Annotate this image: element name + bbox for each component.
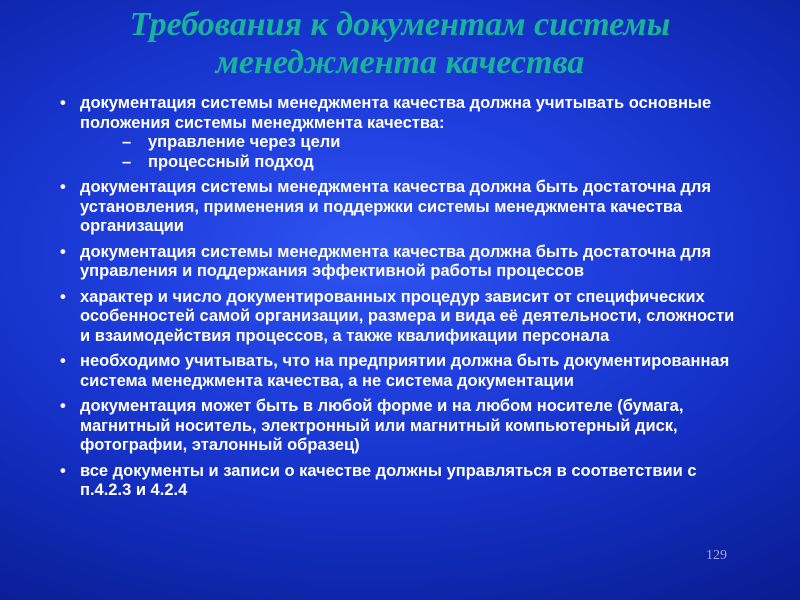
bullet-text: документация может быть в любой форме и на любом носителе (бумага, магнитный носитель, электронный или магнитный компьютерный диск, фотографии, эталонный образец) xyxy=(80,397,684,454)
page-number: 129 xyxy=(706,548,727,563)
bullet-text: документация системы менеджмента качества должна быть достаточна для установления, применения и поддержки системы менеджмента качества организации xyxy=(80,178,712,235)
slide-title xyxy=(0,6,800,82)
bullet-item-2 xyxy=(58,178,748,237)
sub-item-text: управление через цели xyxy=(148,133,341,151)
bullet-dot: • xyxy=(60,461,66,480)
bullet-item-1 xyxy=(58,94,748,172)
sub-dash: – xyxy=(122,133,132,151)
sub-dash: – xyxy=(122,152,132,171)
sub-item-1 xyxy=(122,133,748,153)
bullet-item-3 xyxy=(58,243,748,282)
sub-list xyxy=(80,133,748,172)
slide-title-line-1: Требования к документам системы xyxy=(129,6,671,43)
bullet-text: характер и число документированных процедур зависит от специфических особенностей самой организации, размера и вида её деятельности, сложности и взаимодействия процессов, а также квалификации персонала xyxy=(80,287,735,345)
bullet-text: необходимо учитывать, что на предприятии должна быть документированная система менеджмента качества, а не система документации xyxy=(80,352,730,390)
bullet-dot: • xyxy=(60,397,66,415)
bullet-text: документация системы менеджмента качества должна учитывать основные положения системы менеджмента качества: xyxy=(80,94,712,132)
bullet-item-6 xyxy=(58,397,748,456)
bullet-list xyxy=(58,94,748,507)
bullet-text: все документы и записи о качестве должны управляться в соответствии с п.4.2.3 и 4.2.4 xyxy=(80,461,697,499)
bullet-item-5 xyxy=(58,352,748,391)
bullet-dot: • xyxy=(60,352,66,370)
bullet-dot: • xyxy=(60,287,66,306)
slide-title-line-2: менеджмента качества xyxy=(215,44,585,81)
bullet-dot: • xyxy=(60,94,66,112)
bullet-item-4 xyxy=(58,288,748,347)
bullet-item-7 xyxy=(58,462,748,501)
bullet-dot: • xyxy=(60,242,66,261)
sub-item-text: процессный подход xyxy=(148,152,314,171)
bullet-text: документация системы менеджмента качества должна быть достаточна для управления и поддержания эффективной работы процессов xyxy=(80,242,712,280)
sub-item-2 xyxy=(122,153,748,173)
bullet-dot: • xyxy=(60,178,66,196)
